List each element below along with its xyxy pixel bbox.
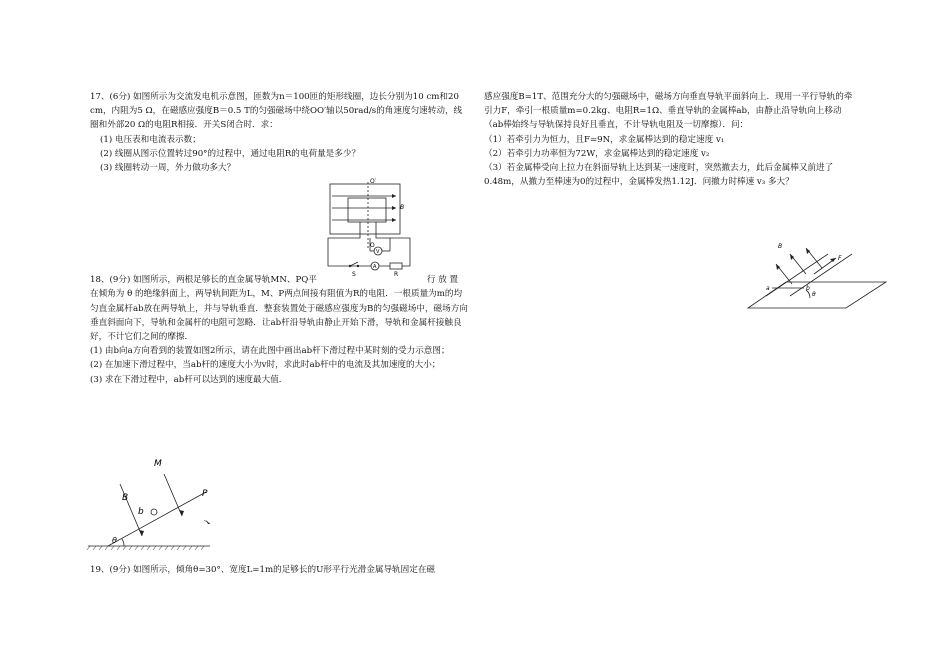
q17-sub3: (3) 线圈转动一周，外力做功多大？ (100, 163, 236, 174)
q17-label-B: B (400, 204, 405, 211)
q18-label-theta: θ (112, 536, 117, 545)
q19-stem-start-text: 19、(9分) 如图所示，倾角θ=30°、宽度L=1m的足够长的U形平行光滑金属导轨固定在磁 (90, 565, 436, 575)
q17-sub1: (1) 电压表和电流表示数； (100, 134, 201, 145)
q19-label-theta: θ (812, 291, 816, 298)
q18-sub2: (2) 在加速下滑过程中，当ab杆的速度大小为v时，求此时ab杆中的电流及其加速度的大小； (90, 360, 441, 371)
q18-label-M: M (154, 459, 162, 469)
q17-label-V: V (376, 249, 380, 255)
q18-label-P: P (202, 489, 208, 499)
q18-label-B: B (122, 493, 129, 503)
q18-sub3: (3) 求在下滑过程中，ab杆可以达到的速度最大值． (90, 374, 288, 385)
q19-sub3: （3）若金属棒受向上拉力在斜面导轨上达到某一速度时，突然撤去力，此后金属棒又前进了0.48m，从撤力至棒速为0的过程中，金属棒发热1.12J．问撤力时棒速 v₃ 多大？ (484, 163, 834, 188)
q19-sub1: （1）若牵引力为恒力，且F=9N，求金属棒达到的稳定速度 v₁ (484, 134, 725, 145)
q17-sub2: (2) 线圈从图示位置转过90°的过程中，通过电阻R的电荷量是多少？ (100, 148, 361, 159)
q17-label-R: R (394, 271, 399, 278)
q18-stem-b: 在倾角为 θ 的绝缘斜面上，两导轨间距为L，M、P两点间接有阻值为R的电阻．一根质量为m的均匀直金属杆ab放在两导轨上，并与导轨垂直．整套装置处于磁感应强度为B的匀强磁场中，磁场方向垂直斜面向下，导轨和金属杆的电阻可忽略．让ab杆沿导轨由静止开始下滑，导轨和金属杆接触良好，不计它们之间的摩擦． (90, 289, 468, 343)
q19-label-B: B (778, 243, 783, 250)
q18-label-b: b (138, 507, 144, 517)
q17-stem: 17、(6分) 如图所示为交流发电机示意图，匝数为n＝100匝的矩形线圈，边长分别为10 cm和20 cm，内阻为5 Ω，在磁感应强度B＝0.5 T的匀强磁场中绕OO′轴以50rad/s的角速度匀速转动，线圈和外部20 Ω的电阻R相接．开关S闭合时．求： (90, 92, 463, 131)
q17-label-S: S (352, 271, 356, 278)
right-column (484, 90, 859, 189)
q18-stem-a: 18、(9分) 如图所示，两根足够长的直金属导轨MN、PQ平 (90, 275, 317, 286)
q17-label-O-bottom: O (370, 242, 375, 249)
q17-label-O-top: O′ (370, 178, 377, 185)
q19-label-F: F (838, 255, 842, 262)
incline-rod-diagram (86, 454, 226, 558)
q19-stem-cont: 感应强度B=1T、范围充分大的匀强磁场中，磁场方向垂直导轨平面斜向上．现用一平行导轨的牵引力F，牵引一根质量m=0.2kg、电阻R=1Ω、垂直导轨的金属棒ab，由静止沿导轨向上移动（ab棒始终与导轨保持良好且垂直，不计导轨电阻及一切摩擦）．问： (484, 92, 853, 131)
u-rail-diagram (746, 232, 888, 312)
q18-sub1: (1) 由b向a方向看到的装置如图2所示，请在此图中画出ab杆下滑过程中某时刻的受力示意图； (90, 346, 450, 357)
q19-label-a: a (766, 285, 770, 292)
q19-sub2: （2）若牵引力功率恒为72W，求金属棒达到的稳定速度 v₂ (484, 148, 710, 159)
q19-label-b: b (806, 285, 810, 292)
q19-stem-start (90, 563, 470, 577)
generator-diagram (320, 178, 420, 288)
q17-label-A: A (373, 264, 377, 270)
q18-stem-a-tail: 行 放 置 (426, 275, 459, 286)
